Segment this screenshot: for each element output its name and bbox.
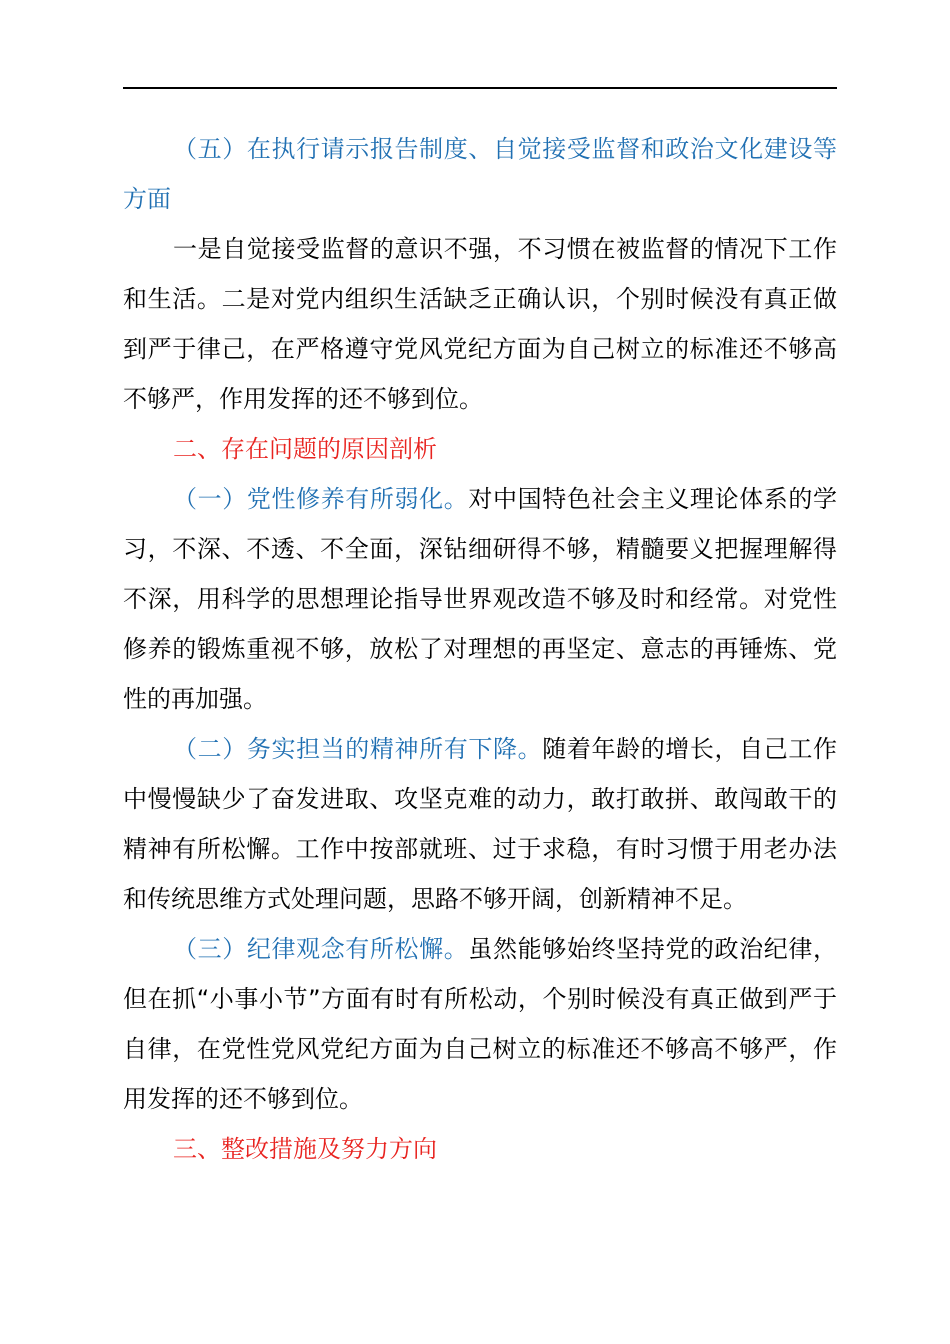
item-1-title: （一）党性修养有所弱化。 [173,485,469,513]
item-3-body: 虽然能够始终坚持党的政治纪律，但在抓“小事小节”方面有时有所松动，个别时候没有真正做到严于自律，在党性党风党纪方面为自己树立的标准还不够高不够严，作用发挥的还不够到位。 [123,935,838,1113]
item-3-title: （三）纪律观念有所松懈。 [173,935,469,963]
section-5-body: 一是自觉接受监督的意识不强，不习惯在被监督的情况下工作和生活。二是对党内组织生活缺乏正确认识，个别时候没有真正做到严于律己，在严格遵守党风党纪方面为自己树立的标准还不够高不够严，作用发挥的还不够到位。 [123,235,837,413]
section-5-heading: （五）在执行请示报告制度、自觉接受监督和政治文化建设等方面 [123,135,837,213]
header-rule [123,87,837,89]
item-1-body: 对中国特色社会主义理论体系的学习，不深、不透、不全面，深钻细研得不够，精髓要义把握理解得不深，用科学的思想理论指导世界观改造不够及时和经常。对党性修养的锻炼重视不够，放松了对理想的再坚定、意志的再锤炼、党性的再加强。 [123,485,838,713]
document-body [123,124,837,1174]
item-2-body: 随着年龄的增长，自己工作中慢慢缺少了奋发进取、攻坚克难的动力，敢打敢拼、敢闯敢干的精神有所松懈。工作中按部就班、过于求稳，有时习惯于用老办法和传统思维方式处理问题，思路不够开阔，创新精神不足。 [123,735,838,913]
part-2-heading: 二、存在问题的原因剖析 [173,435,437,463]
part-3-heading: 三、整改措施及努力方向 [173,1135,437,1163]
part-2-item-2 [123,724,837,924]
item-2-title: （二）务实担当的精神所有下降。 [173,735,543,763]
part-2-item-1 [123,474,837,724]
part-2-item-3 [123,924,837,1124]
